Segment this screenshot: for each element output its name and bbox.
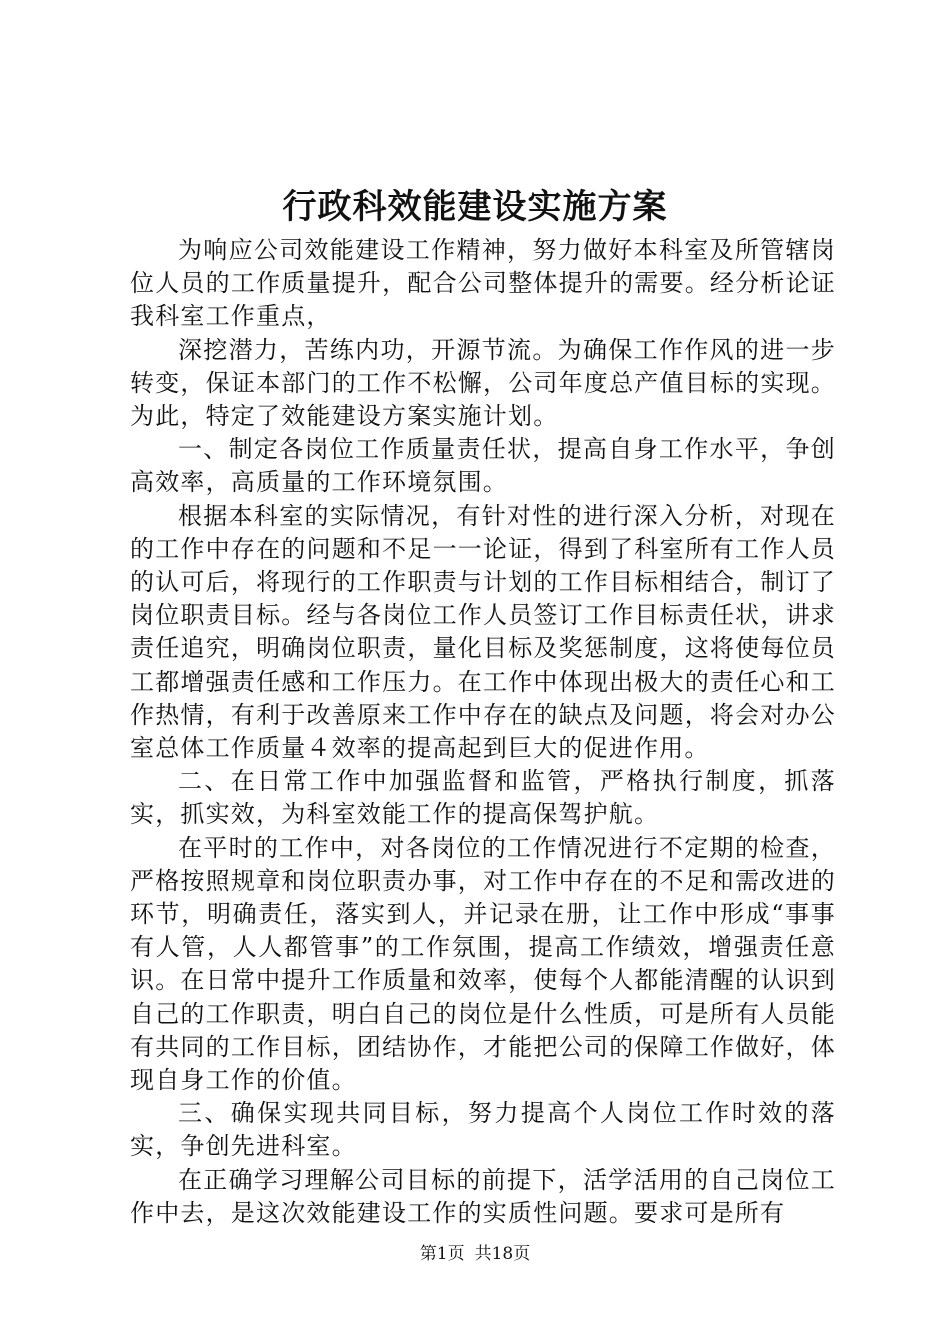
page-total: 共18页	[474, 1244, 531, 1264]
page-footer	[0, 1242, 950, 1266]
section-heading: 二、在日常工作中加强监督和监管，严格执行制度，抓落实，抓实效，为科室效能工作的提高保驾护航。	[130, 767, 836, 829]
document-body	[130, 234, 836, 1230]
page-number: 第1页	[419, 1244, 465, 1264]
section-heading: 一、制定各岗位工作质量责任状，提高自身工作水平，争创高效率，高质量的工作环境氛围。	[130, 435, 836, 497]
document-title: 行政科效能建设实施方案	[282, 187, 668, 227]
paragraph: 为响应公司效能建设工作精神，努力做好本科室及所管辖岗位人员的工作质量提升，配合公司整体提升的需要。经分析论证我科室工作重点，	[130, 236, 836, 331]
paragraph: 在正确学习理解公司目标的前提下，活学活用的自己岗位工作中去，是这次效能建设工作的实质性问题。要求可是所有	[130, 1165, 836, 1227]
paragraph: 根据本科室的实际情况，有针对性的进行深入分析，对现在的工作中存在的问题和不足一一论证，得到了科室所有工作人员的认可后，将现行的工作职责与计划的工作目标相结合，制订了岗位职责目标。经与各岗位工作人员签订工作目标责任状，讲求责任追究，明确岗位职责，量化目标及奖惩制度，这将使每位员工都增强责任感和工作压力。在工作中体现出极大的责任心和工作热情，有利于改善原来工作中存在的缺点及问题，将会对办公室总体工作质量４效率的提高起到巨大的促进作用。	[130, 501, 836, 763]
section-heading: 三、确保实现共同目标，努力提高个人岗位工作时效的落实，争创先进科室。	[130, 1099, 836, 1161]
paragraph: 深挖潜力，苦练内功，开源节流。为确保工作作风的进一步转变，保证本部门的工作不松懈，公司年度总产值目标的实现。为此，特定了效能建设方案实施计划。	[130, 335, 836, 431]
paragraph: 在平时的工作中，对各岗位的工作情况进行不定期的检查，严格按照规章和岗位职责办事，对工作中存在的不足和需改进的环节，明确责任，落实到人，并记录在册，让工作中形成“事事有人管，人人都管事”的工作氛围，提高工作绩效，增强责任意识。在日常中提升工作质量和效率，使每个人都能清醒的认识到自己的工作职责，明白自己的岗位是什么性质，可是所有人员能有共同的工作目标，团结协作，才能把公司的保障工作做好，体现自身工作的价值。	[130, 833, 836, 1095]
